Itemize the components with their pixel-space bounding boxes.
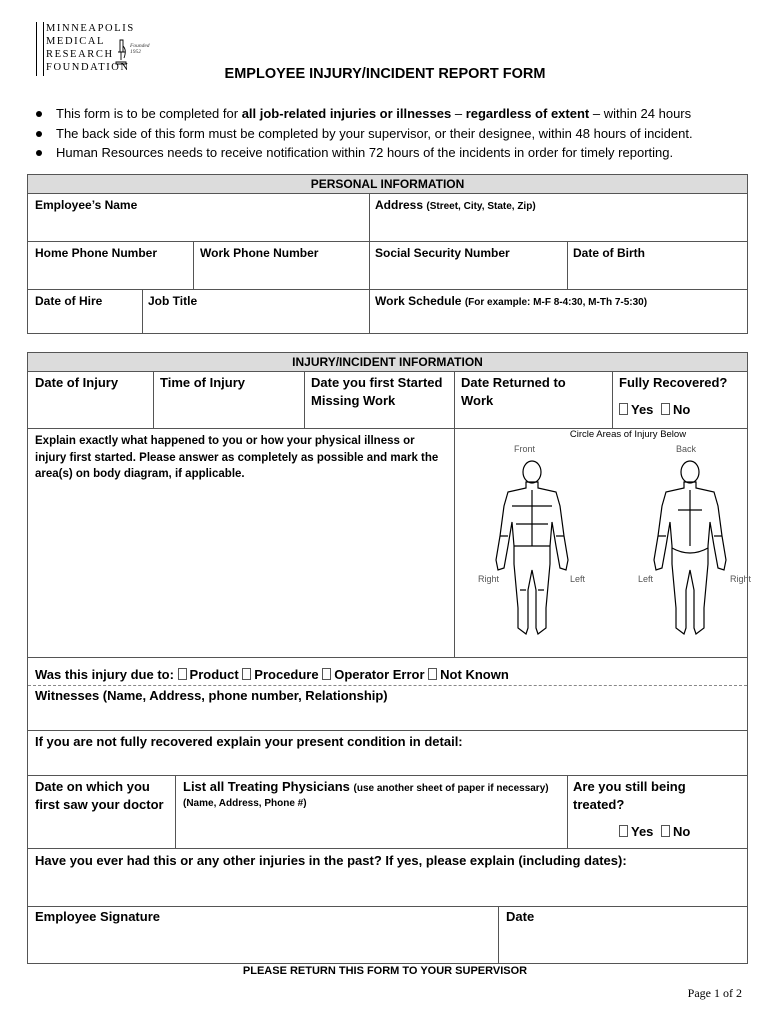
present-condition-field[interactable]: If you are not fully recovered explain your present condition in detail: bbox=[35, 734, 463, 749]
microscope-icon bbox=[114, 38, 128, 66]
date-of-hire-field[interactable]: Date of Hire bbox=[35, 294, 103, 308]
no-label: No bbox=[673, 402, 691, 417]
recovered-yes-checkbox[interactable] bbox=[619, 403, 628, 415]
fully-recovered-options bbox=[619, 401, 690, 419]
still-treated-options bbox=[619, 823, 690, 841]
employee-signature-field[interactable]: Employee Signature bbox=[35, 909, 160, 924]
injury-cause-question: Was this injury due to: Product Procedure Operator Error Not Known bbox=[35, 667, 509, 682]
front-left-label: Left bbox=[570, 574, 586, 584]
job-title-field[interactable]: Job Title bbox=[148, 294, 198, 308]
witnesses-field[interactable]: Witnesses (Name, Address, phone number, Relationship) bbox=[35, 688, 388, 703]
treated-no-checkbox[interactable] bbox=[661, 825, 670, 837]
signature-date-field[interactable]: Date bbox=[506, 909, 535, 924]
employee-name-field[interactable]: Employee’s Name bbox=[35, 198, 138, 212]
logo-line-2: MEDICAL bbox=[46, 36, 106, 47]
work-phone-field[interactable]: Work Phone Number bbox=[200, 246, 319, 260]
personal-info-header: PERSONAL INFORMATION bbox=[28, 175, 747, 194]
form-title: EMPLOYEE INJURY/INCIDENT REPORT FORM bbox=[224, 66, 546, 82]
instruction-item: This form is to be completed for all job-related injuries or illnesses – regardless of extent – within 24 hours bbox=[34, 104, 693, 124]
explain-incident-field[interactable]: Explain exactly what happened to you or how your physical illness or injury first started. Please answer as completely as possible and mark the area(s) on body diagram, if applicable. bbox=[35, 435, 439, 480]
logo-line-3: RESEARCH bbox=[46, 49, 114, 60]
physicians-subhint: (Name, Address, Phone #) bbox=[183, 798, 307, 809]
injury-info-header: INJURY/INCIDENT INFORMATION bbox=[28, 353, 747, 372]
operator-error-checkbox[interactable] bbox=[322, 668, 331, 680]
back-right-label: Right bbox=[730, 574, 752, 584]
date-returned-field[interactable]: Date Returned to Work bbox=[461, 375, 566, 408]
still-treated-label: Are you still being treated? bbox=[573, 779, 686, 812]
return-instructions: PLEASE RETURN THIS FORM TO YOUR SUPERVISOR bbox=[242, 965, 528, 977]
instructions-list bbox=[34, 104, 693, 163]
logo-established: Founded 1952 bbox=[130, 43, 150, 55]
product-checkbox[interactable] bbox=[178, 668, 187, 680]
no-label: No bbox=[673, 824, 691, 839]
ssn-field[interactable]: Social Security Number bbox=[375, 246, 510, 260]
date-of-injury-field[interactable]: Date of Injury bbox=[35, 375, 119, 390]
recovered-no-checkbox[interactable] bbox=[661, 403, 670, 415]
back-label: Back bbox=[676, 444, 697, 454]
logo-line-1: MINNEAPOLIS bbox=[46, 23, 135, 34]
date-missing-work-field[interactable]: Date you first Started Missing Work bbox=[311, 375, 443, 408]
back-left-label: Left bbox=[638, 574, 654, 584]
instruction-item: Human Resources needs to receive notification within 72 hours of the incidents in order for timely reporting. bbox=[34, 143, 693, 163]
body-diagram[interactable] bbox=[476, 438, 752, 648]
fully-recovered-label: Fully Recovered? bbox=[619, 375, 728, 390]
instruction-item: The back side of this form must be completed by your supervisor, or their designee, within 48 hours of incident. bbox=[34, 124, 693, 144]
yes-label: Yes bbox=[631, 824, 654, 839]
dob-field[interactable]: Date of Birth bbox=[573, 246, 645, 260]
time-of-injury-field[interactable]: Time of Injury bbox=[160, 375, 245, 390]
not-known-checkbox[interactable] bbox=[428, 668, 437, 680]
home-phone-field[interactable]: Home Phone Number bbox=[35, 246, 158, 260]
circle-areas-caption: Circle Areas of Injury Below bbox=[569, 429, 687, 440]
work-schedule-field[interactable]: Work Schedule (For example: M-F 8-4:30, M-Th 7-5:30) bbox=[375, 294, 648, 308]
treating-physicians-field[interactable]: List all Treating Physicians (use another sheet of paper if necessary) bbox=[183, 779, 549, 794]
logo-line-4: FOUNDATION bbox=[46, 62, 130, 73]
first-doctor-date-field[interactable]: Date on which you first saw your doctor bbox=[35, 779, 164, 812]
front-label: Front bbox=[514, 444, 536, 454]
yes-label: Yes bbox=[631, 402, 654, 417]
treated-yes-checkbox[interactable] bbox=[619, 825, 628, 837]
body-outline-graphic bbox=[476, 450, 746, 650]
address-field[interactable]: Address (Street, City, State, Zip) bbox=[375, 198, 536, 212]
page-number: Page 1 of 2 bbox=[687, 986, 742, 1000]
front-right-label: Right bbox=[478, 574, 500, 584]
past-injuries-field[interactable]: Have you ever had this or any other injuries in the past? If yes, please explain (including dates): bbox=[35, 853, 627, 868]
procedure-checkbox[interactable] bbox=[242, 668, 251, 680]
personal-info-section bbox=[27, 174, 748, 334]
